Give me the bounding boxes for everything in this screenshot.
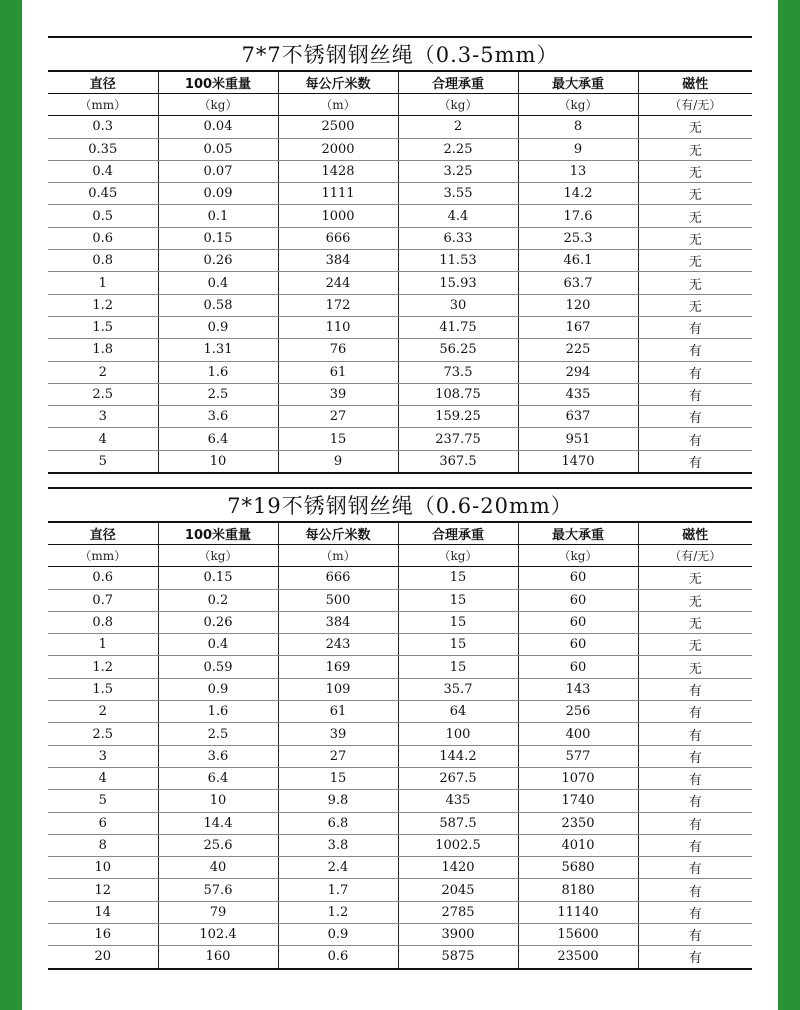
table-cell: 0.05: [158, 138, 278, 160]
table-cell: 60: [518, 656, 638, 678]
header-diameter: 直径: [48, 71, 158, 94]
header-weight: 100米重量: [158, 522, 278, 545]
table-cell: 11140: [518, 901, 638, 923]
table-cell: 1: [48, 272, 158, 294]
table-cell: 15: [278, 767, 398, 789]
unit-cell: （m）: [278, 545, 398, 567]
table-cell: 0.2: [158, 589, 278, 611]
spec-table: [48, 70, 752, 474]
table-cell: 有: [638, 723, 752, 745]
table-cell: 2785: [398, 901, 518, 923]
table-cell: 15.93: [398, 272, 518, 294]
table-cell: 0.35: [48, 138, 158, 160]
table-cell: 0.4: [48, 160, 158, 182]
table-cell: 256: [518, 701, 638, 723]
table-cell: 无: [638, 611, 752, 633]
table-cell: 无: [638, 138, 752, 160]
table-cell: 1.6: [158, 361, 278, 383]
table-cell: 3900: [398, 924, 518, 946]
table-cell: 3.6: [158, 406, 278, 428]
table-cell: 2350: [518, 812, 638, 834]
table-cell: 有: [638, 678, 752, 700]
table-cell: 3.6: [158, 745, 278, 767]
table-row: [48, 812, 752, 834]
table-cell: 8: [48, 834, 158, 856]
table-cell: 4010: [518, 834, 638, 856]
table-cell: 23500: [518, 946, 638, 969]
table-cell: 10: [158, 790, 278, 812]
table-cell: 14.2: [518, 183, 638, 205]
table-cell: 4: [48, 767, 158, 789]
table-cell: 有: [638, 428, 752, 450]
table-cell: 6.4: [158, 767, 278, 789]
table-cell: 12: [48, 879, 158, 901]
table-cell: 9: [278, 450, 398, 473]
table-cell: 有: [638, 834, 752, 856]
table-cell: 244: [278, 272, 398, 294]
table-cell: 2045: [398, 879, 518, 901]
spec-table: [48, 521, 752, 970]
table-row: [48, 160, 752, 182]
header-magnetic: 磁性: [638, 522, 752, 545]
table-cell: 1000: [278, 205, 398, 227]
table-cell: 5: [48, 790, 158, 812]
table-cell: 有: [638, 924, 752, 946]
table-cell: 15: [398, 611, 518, 633]
table-cell: 6.8: [278, 812, 398, 834]
table-cell: 0.45: [48, 183, 158, 205]
table-cell: 2500: [278, 116, 398, 138]
unit-cell: （kg）: [518, 545, 638, 567]
unit-cell: （mm）: [48, 94, 158, 116]
table-row: [48, 138, 752, 160]
table-cell: 109: [278, 678, 398, 700]
table-row: [48, 656, 752, 678]
table-cell: 577: [518, 745, 638, 767]
header-rated-load: 合理承重: [398, 522, 518, 545]
table-cell: 15: [278, 428, 398, 450]
unit-cell: （kg）: [518, 94, 638, 116]
table-cell: 11.53: [398, 250, 518, 272]
table-row: [48, 250, 752, 272]
table-cell: 25.6: [158, 834, 278, 856]
table-cell: 6.4: [158, 428, 278, 450]
table-cell: 384: [278, 250, 398, 272]
table-row: [48, 790, 752, 812]
table-cell: 有: [638, 790, 752, 812]
table-cell: 1.2: [48, 656, 158, 678]
table-cell: 0.09: [158, 183, 278, 205]
table-cell: 1.5: [48, 678, 158, 700]
table-cell: 6.33: [398, 227, 518, 249]
table-cell: 0.9: [158, 678, 278, 700]
table-row: [48, 634, 752, 656]
table-cell: 无: [638, 116, 752, 138]
table-cell: 35.7: [398, 678, 518, 700]
table-cell: 587.5: [398, 812, 518, 834]
table-cell: 4: [48, 428, 158, 450]
table-cell: 73.5: [398, 361, 518, 383]
table-cell: 76: [278, 339, 398, 361]
table-cell: 3: [48, 745, 158, 767]
table-cell: 14: [48, 901, 158, 923]
table-row: [48, 857, 752, 879]
table-row: [48, 272, 752, 294]
table-cell: 0.9: [158, 316, 278, 338]
table-cell: 143: [518, 678, 638, 700]
table-cell: 5680: [518, 857, 638, 879]
table-cell: 0.59: [158, 656, 278, 678]
table-cell: 79: [158, 901, 278, 923]
table-cell: 2: [48, 701, 158, 723]
table-cell: 3.55: [398, 183, 518, 205]
header-meters-per-kg: 每公斤米数: [278, 522, 398, 545]
table-cell: 1: [48, 634, 158, 656]
table-cell: 108.75: [398, 383, 518, 405]
table-row: [48, 567, 752, 589]
table-cell: 0.6: [278, 946, 398, 969]
table-cell: 39: [278, 383, 398, 405]
table-row: [48, 834, 752, 856]
header-diameter: 直径: [48, 522, 158, 545]
table-row: [48, 339, 752, 361]
table-row: [48, 227, 752, 249]
table-row: [48, 205, 752, 227]
table-cell: 3.8: [278, 834, 398, 856]
table-row: [48, 294, 752, 316]
table-cell: 无: [638, 205, 752, 227]
table-cell: 637: [518, 406, 638, 428]
table-cell: 0.6: [48, 227, 158, 249]
table-cell: 60: [518, 634, 638, 656]
units-row: [48, 94, 752, 116]
table-cell: 4.4: [398, 205, 518, 227]
table-cell: 有: [638, 812, 752, 834]
table-cell: 无: [638, 294, 752, 316]
table-cell: 500: [278, 589, 398, 611]
table-cell: 有: [638, 701, 752, 723]
table-cell: 666: [278, 227, 398, 249]
right-green-border: [778, 0, 800, 1010]
table-cell: 0.4: [158, 272, 278, 294]
table-cell: 2.5: [48, 723, 158, 745]
table-cell: 0.26: [158, 611, 278, 633]
unit-cell: （kg）: [398, 545, 518, 567]
table-cell: 15: [398, 567, 518, 589]
table-cell: 951: [518, 428, 638, 450]
table-section-7x7: [48, 36, 752, 474]
unit-cell: （mm）: [48, 545, 158, 567]
table-cell: 1740: [518, 790, 638, 812]
table-cell: 无: [638, 272, 752, 294]
table-row: [48, 116, 752, 138]
table-cell: 2.25: [398, 138, 518, 160]
table-cell: 100: [398, 723, 518, 745]
table-cell: 40: [158, 857, 278, 879]
table-cell: 6: [48, 812, 158, 834]
table-cell: 17.6: [518, 205, 638, 227]
table-cell: 57.6: [158, 879, 278, 901]
table-body: [48, 545, 752, 969]
header-max-load: 最大承重: [518, 71, 638, 94]
table-cell: 9: [518, 138, 638, 160]
table-row: [48, 901, 752, 923]
table-cell: 2.4: [278, 857, 398, 879]
unit-cell: （kg）: [158, 94, 278, 116]
table-cell: 25.3: [518, 227, 638, 249]
table-cell: 有: [638, 383, 752, 405]
table-row: [48, 723, 752, 745]
header-row: [48, 522, 752, 545]
table-cell: 102.4: [158, 924, 278, 946]
table-row: [48, 450, 752, 473]
table-cell: 有: [638, 361, 752, 383]
table-cell: 1002.5: [398, 834, 518, 856]
table-cell: 61: [278, 361, 398, 383]
table-cell: 0.26: [158, 250, 278, 272]
left-green-border: [0, 0, 22, 1010]
table-cell: 0.8: [48, 250, 158, 272]
table-cell: 0.7: [48, 589, 158, 611]
table-section-7x19: [48, 487, 752, 970]
unit-cell: （m）: [278, 94, 398, 116]
table-row: [48, 678, 752, 700]
unit-cell: （有/无）: [638, 545, 752, 567]
table-cell: 0.58: [158, 294, 278, 316]
table-cell: 15: [398, 634, 518, 656]
table-cell: 367.5: [398, 450, 518, 473]
table-cell: 有: [638, 339, 752, 361]
table-cell: 60: [518, 589, 638, 611]
table-cell: 无: [638, 183, 752, 205]
table-cell: 2000: [278, 138, 398, 160]
table-row: [48, 924, 752, 946]
table-cell: 0.1: [158, 205, 278, 227]
table-row: [48, 946, 752, 969]
table-cell: 无: [638, 227, 752, 249]
table-cell: 2.5: [158, 383, 278, 405]
table-cell: 1.6: [158, 701, 278, 723]
table-cell: 有: [638, 767, 752, 789]
table-cell: 无: [638, 634, 752, 656]
table-cell: 8: [518, 116, 638, 138]
table-cell: 1.31: [158, 339, 278, 361]
table-row: [48, 406, 752, 428]
table-cell: 3.25: [398, 160, 518, 182]
table-cell: 435: [398, 790, 518, 812]
table-row: [48, 361, 752, 383]
table-cell: 63.7: [518, 272, 638, 294]
header-max-load: 最大承重: [518, 522, 638, 545]
table-row: [48, 589, 752, 611]
table-row: [48, 183, 752, 205]
table-cell: 有: [638, 406, 752, 428]
table-cell: 8180: [518, 879, 638, 901]
table-cell: 39: [278, 723, 398, 745]
table-cell: 172: [278, 294, 398, 316]
table-cell: 0.5: [48, 205, 158, 227]
table-cell: 有: [638, 450, 752, 473]
table-cell: 1428: [278, 160, 398, 182]
table-cell: 46.1: [518, 250, 638, 272]
unit-cell: （kg）: [158, 545, 278, 567]
table-cell: 5: [48, 450, 158, 473]
table-cell: 0.15: [158, 227, 278, 249]
table-cell: 169: [278, 656, 398, 678]
table-cell: 56.25: [398, 339, 518, 361]
table-cell: 30: [398, 294, 518, 316]
table-cell: 61: [278, 701, 398, 723]
table-cell: 16: [48, 924, 158, 946]
table-cell: 0.15: [158, 567, 278, 589]
header-magnetic: 磁性: [638, 71, 752, 94]
table-cell: 2: [48, 361, 158, 383]
section-title: 7*7不锈钢钢丝绳（0.3-5mm）: [48, 36, 752, 70]
table-cell: 9.8: [278, 790, 398, 812]
table-cell: 1420: [398, 857, 518, 879]
table-cell: 225: [518, 339, 638, 361]
table-cell: 10: [158, 450, 278, 473]
table-cell: 5875: [398, 946, 518, 969]
table-cell: 15: [398, 656, 518, 678]
units-row: [48, 545, 752, 567]
table-cell: 435: [518, 383, 638, 405]
table-cell: 0.9: [278, 924, 398, 946]
header-rated-load: 合理承重: [398, 71, 518, 94]
table-row: [48, 745, 752, 767]
table-cell: 1070: [518, 767, 638, 789]
table-cell: 60: [518, 567, 638, 589]
table-cell: 110: [278, 316, 398, 338]
table-cell: 2.5: [158, 723, 278, 745]
table-cell: 15600: [518, 924, 638, 946]
table-cell: 20: [48, 946, 158, 969]
table-cell: 384: [278, 611, 398, 633]
table-cell: 0.8: [48, 611, 158, 633]
table-cell: 1.5: [48, 316, 158, 338]
unit-cell: （kg）: [398, 94, 518, 116]
table-cell: 120: [518, 294, 638, 316]
table-row: [48, 611, 752, 633]
table-cell: 0.04: [158, 116, 278, 138]
table-row: [48, 428, 752, 450]
table-cell: 64: [398, 701, 518, 723]
table-cell: 160: [158, 946, 278, 969]
table-cell: 167: [518, 316, 638, 338]
table-cell: 1470: [518, 450, 638, 473]
header-weight: 100米重量: [158, 71, 278, 94]
header-meters-per-kg: 每公斤米数: [278, 71, 398, 94]
table-row: [48, 701, 752, 723]
table-cell: 无: [638, 250, 752, 272]
table-row: [48, 767, 752, 789]
table-cell: 243: [278, 634, 398, 656]
table-cell: 13: [518, 160, 638, 182]
table-cell: 41.75: [398, 316, 518, 338]
table-cell: 0.4: [158, 634, 278, 656]
table-cell: 有: [638, 946, 752, 969]
table-cell: 14.4: [158, 812, 278, 834]
table-cell: 294: [518, 361, 638, 383]
table-cell: 无: [638, 160, 752, 182]
table-cell: 有: [638, 745, 752, 767]
table-cell: 有: [638, 901, 752, 923]
table-cell: 0.3: [48, 116, 158, 138]
table-row: [48, 316, 752, 338]
table-cell: 1.2: [278, 901, 398, 923]
table-cell: 2: [398, 116, 518, 138]
table-cell: 237.75: [398, 428, 518, 450]
table-row: [48, 383, 752, 405]
table-cell: 144.2: [398, 745, 518, 767]
section-title: 7*19不锈钢钢丝绳（0.6-20mm）: [48, 487, 752, 521]
table-cell: 有: [638, 857, 752, 879]
table-cell: 27: [278, 745, 398, 767]
table-cell: 无: [638, 656, 752, 678]
table-cell: 1111: [278, 183, 398, 205]
table-cell: 267.5: [398, 767, 518, 789]
table-cell: 1.2: [48, 294, 158, 316]
table-cell: 0.07: [158, 160, 278, 182]
table-cell: 666: [278, 567, 398, 589]
table-row: [48, 879, 752, 901]
table-cell: 2.5: [48, 383, 158, 405]
table-cell: 15: [398, 589, 518, 611]
table-cell: 27: [278, 406, 398, 428]
unit-cell: （有/无）: [638, 94, 752, 116]
header-row: [48, 71, 752, 94]
table-cell: 1.7: [278, 879, 398, 901]
table-cell: 10: [48, 857, 158, 879]
table-cell: 60: [518, 611, 638, 633]
table-cell: 无: [638, 567, 752, 589]
table-cell: 无: [638, 589, 752, 611]
table-cell: 有: [638, 316, 752, 338]
table-cell: 159.25: [398, 406, 518, 428]
table-cell: 有: [638, 879, 752, 901]
table-cell: 3: [48, 406, 158, 428]
table-body: [48, 94, 752, 474]
table-cell: 0.6: [48, 567, 158, 589]
table-cell: 1.8: [48, 339, 158, 361]
table-cell: 400: [518, 723, 638, 745]
